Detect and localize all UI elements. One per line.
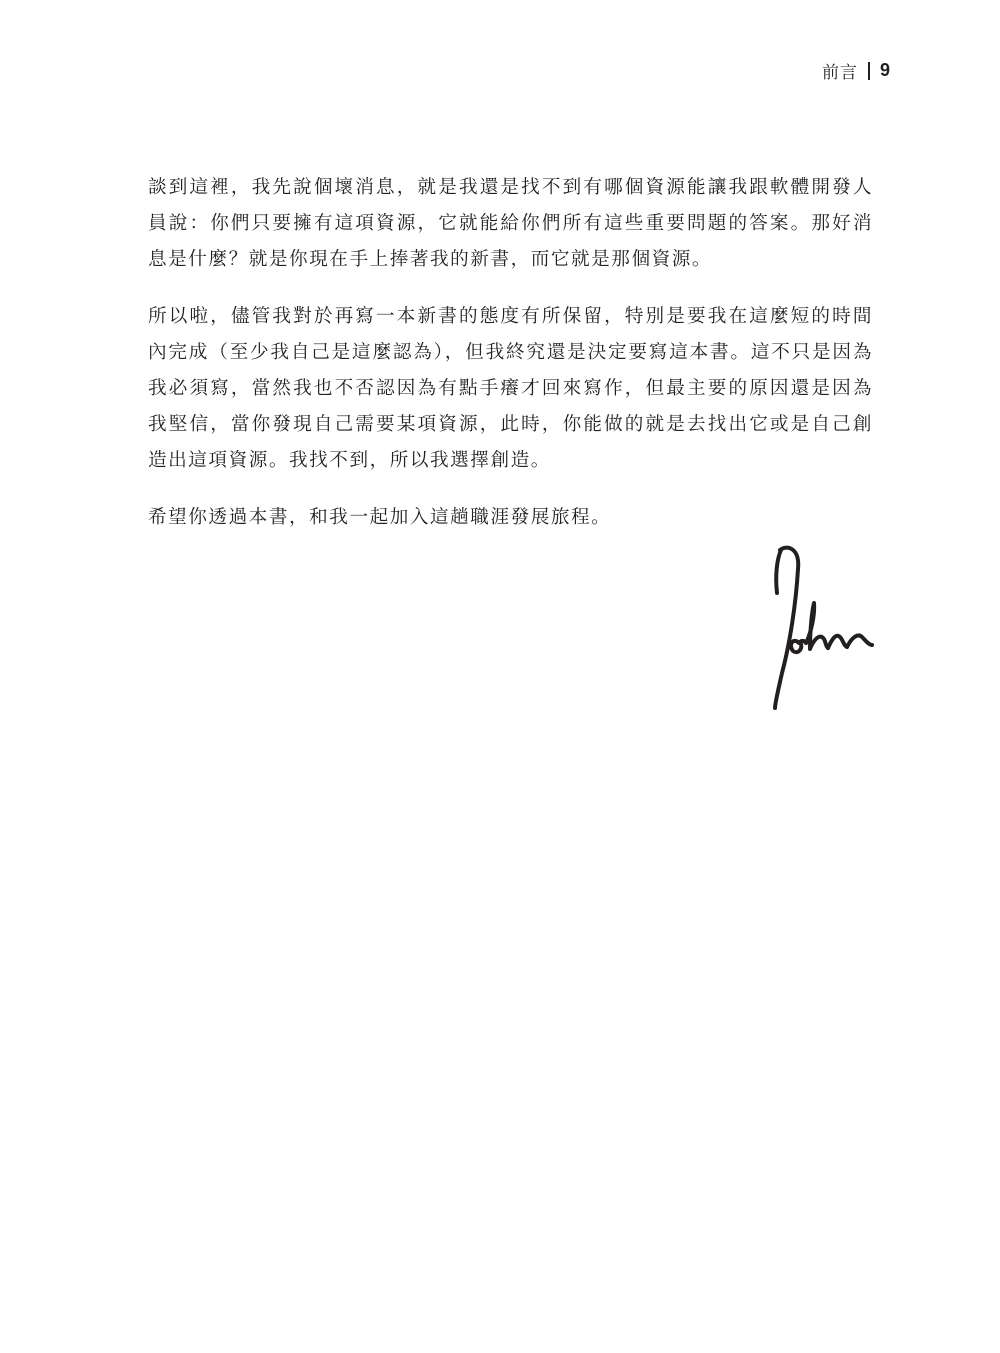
paragraph-1: 談到這裡，我先說個壞消息，就是我還是找不到有哪個資源能讓我跟軟體開發人員說：你們只要擁有這項資源，它就能給你們所有這些重要問題的答案。那好消息是什麼？就是你現在手上捧著我的新書，而它就是那個資源。 xyxy=(148,177,873,270)
header-divider xyxy=(868,62,870,80)
running-header xyxy=(822,58,890,83)
signature-john xyxy=(768,545,874,713)
paragraph-2: 所以啦，儘管我對於再寫一本新書的態度有所保留，特別是要我在這麼短的時間內完成（至少我自己是這麼認為），但我終究還是決定要寫這本書。這不只是因為我必須寫，當然我也不否認因為有點手癢才回來寫作，但最主要的原因還是因為我堅信，當你發現自己需要某項資源，此時，你能做的就是去找出它或是自己創造出這項資源。我找不到，所以我選擇創造。 xyxy=(148,306,873,471)
body-text xyxy=(148,170,873,557)
section-title: 前言 xyxy=(821,63,858,83)
paragraph-3: 希望你透過本書，和我一起加入這趟職涯發展旅程。 xyxy=(148,507,612,528)
page-number: 9 xyxy=(879,60,890,80)
